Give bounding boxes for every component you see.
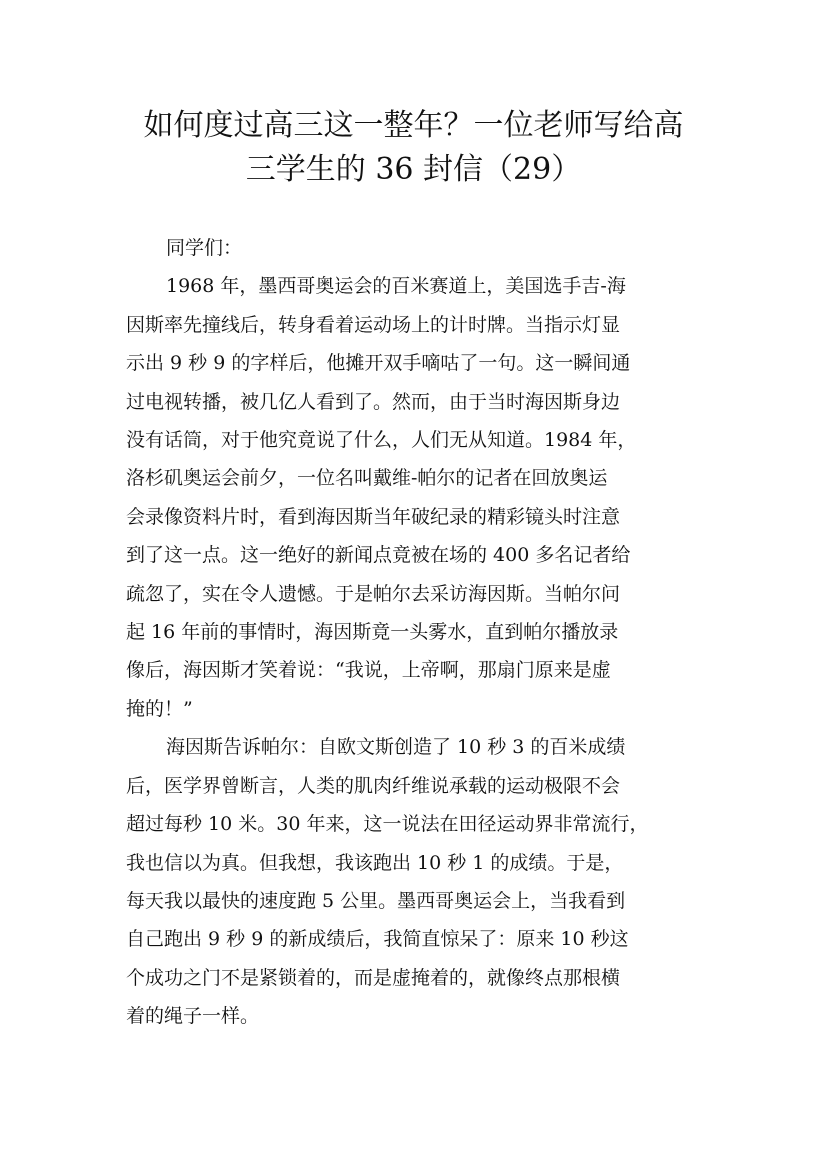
paragraph-line: 个成功之门不是紧锁着的，而是虚掩着的，就像终点那根横 xyxy=(126,966,621,989)
paragraph-line: 我也信以为真。但我想，我该跑出 10 秒 1 的成绩。于是， xyxy=(126,851,624,874)
letter-body xyxy=(126,229,711,1036)
paragraph-line: 起 16 年前的事情时，海因斯竟一头雾水，直到帕尔播放录 xyxy=(126,621,619,644)
paragraph-line: 掩的！” xyxy=(126,697,193,720)
paragraph-line: 因斯率先撞线后，转身看着运动场上的计时牌。当指示灯显 xyxy=(126,313,621,336)
document-title xyxy=(0,104,827,192)
paragraph-line: 着的绳子一样。 xyxy=(126,1005,260,1028)
paragraph-line: 1968 年，墨西哥奥运会的百米赛道上，美国选手吉-海 xyxy=(166,275,626,298)
salutation: 同学们： xyxy=(166,237,243,259)
paragraph-line: 海因斯告诉帕尔：自欧文斯创造了 10 秒 3 的百米成绩 xyxy=(166,736,626,759)
paragraph-line: 超过每秒 10 米。30 年来，这一说法在田径运动界非常流行， xyxy=(126,813,649,836)
paragraph-line: 过电视转播，被几亿人看到了。然而，由于当时海因斯身边 xyxy=(126,390,621,413)
paragraph-line: 像后，海因斯才笑着说：“我说，上帝啊，那扇门原来是虚 xyxy=(126,659,611,682)
paragraph-line: 没有话筒，对于他究竟说了什么，人们无从知道。1984 年， xyxy=(126,429,637,452)
title-line: 三学生的 36 封信（29） xyxy=(245,152,582,187)
title-line: 如何度过高三这一整年？一位老师写给高 xyxy=(143,108,684,143)
paragraph-line: 示出 9 秒 9 的字样后，他摊开双手嘀咕了一句。这一瞬间通 xyxy=(126,352,631,375)
paragraph-line: 会录像资料片时，看到海因斯当年破纪录的精彩镜头时注意 xyxy=(126,505,621,528)
paragraph-line: 疏忽了，实在令人遗憾。于是帕尔去采访海因斯。当帕尔问 xyxy=(126,582,621,605)
paragraph-line: 每天我以最快的速度跑 5 公里。墨西哥奥运会上，当我看到 xyxy=(126,889,626,912)
paragraph-line: 后，医学界曾断言，人类的肌肉纤维说承载的运动极限不会 xyxy=(126,774,621,797)
paragraph-line: 洛杉矶奥运会前夕，一位名叫戴维-帕尔的记者在回放奥运 xyxy=(126,467,608,490)
paragraph-line: 到了这一点。这一绝好的新闻点竟被在场的 400 多名记者给 xyxy=(126,544,631,567)
paragraph-line: 自己跑出 9 秒 9 的新成绩后，我简直惊呆了：原来 10 秒这 xyxy=(126,928,629,951)
